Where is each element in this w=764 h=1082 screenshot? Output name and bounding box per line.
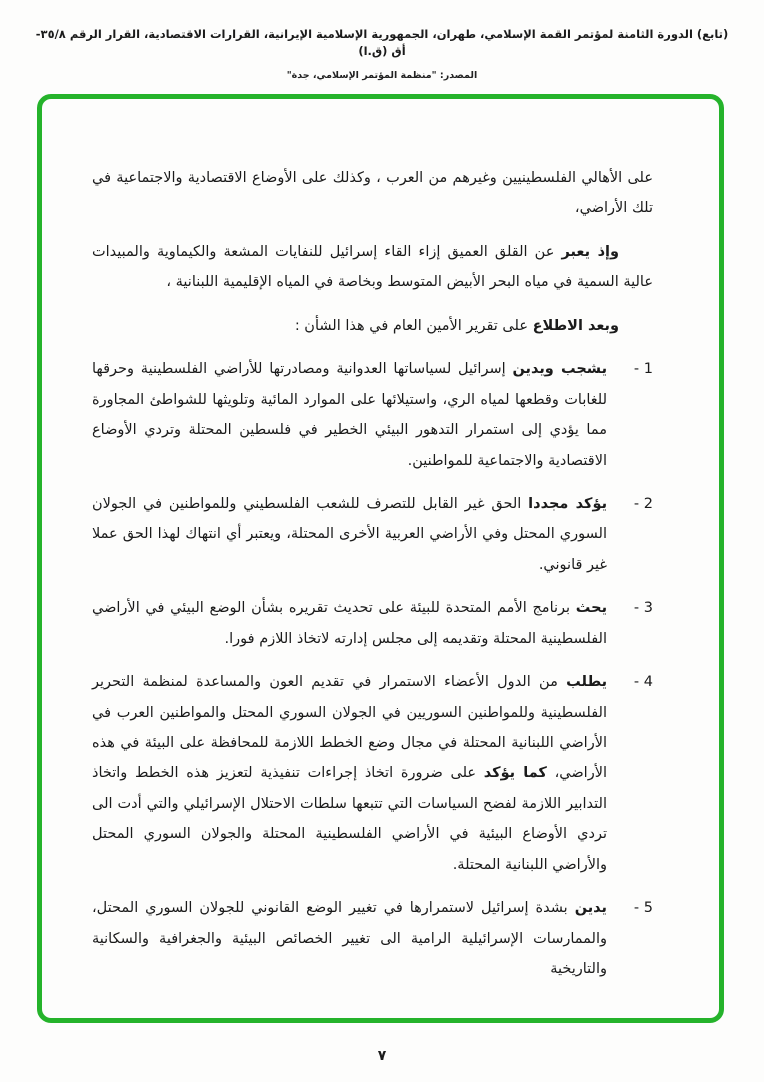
item-body-2: على ضرورة اتخاذ إجراءات تنفيذية لتعزيز هذه الخطط واتخاذ التدابير اللازمة لفضح السياسات التي تتبعها سلطات الاحتلال الإسرائيلي والتي أدت الى تردي الأوضاع البيئية في الأراضي الفلسطينية المحتلة والجولان السوري المحتل والأراضي اللبنانية المحتلة. [92,765,607,873]
item-body: إسرائيل لسياساتها العدوانية ومصادرتها للأراضي الفلسطينية وحرقها للغابات وقطعها لمياه الري، واستيلائها على الموارد المائية وتلويثها للشواطئ المجاورة مما يؤدي إلى استمرار التدهور البيئي الخطير في فلسطين المحتلة وتردي الأوضاع الاقتصادية والاجتماعية للمواطنين. [92,361,607,469]
item-text [92,354,607,476]
item-body: برنامج الأمم المتحدة للبيئة على تحديث تقريره بشأن الوضع البيئي في الأراضي الفلسطينية المحتلة وتقديمه إلى مجلس إدارته لاتخاذ اللازم فورا. [92,600,607,647]
item-body: الحق غير القابل للتصرف للشعب الفلسطيني وللمواطنين في الجولان السوري المحتل وفي الأراضي العربية الأخرى المحتلة، ويعتبر أي انتهاك لهذا الحق عملا غير قانوني. [92,495,607,573]
paragraph-having-reviewed [92,311,653,341]
item-lead: يشجب ويدين [512,361,608,378]
preamble-text: عن القلق العميق إزاء القاء إسرائيل للنفايات المشعة والكيماوية والمبيدات عالية السمية في مياه البحر الأبيض المتوسط وبخاصة في المياه الإقليمية اللبنانية ، [92,243,653,291]
item-number: 2 - [633,495,653,512]
list-item-5 [92,893,653,984]
item-lead-2: كما يؤكد [483,765,547,782]
item-text [92,593,607,654]
reviewed-text: على تقرير الأمين العام في هذا الشأن : [294,317,528,334]
item-lead: يحث [575,600,608,617]
paragraph-preamble [92,237,653,298]
header-source-line: المصدر: "منظمة المؤتمر الإسلامي، جدة" [286,69,478,81]
reviewed-lead: وبعد الاطلاع [532,317,619,334]
item-body: بشدة إسرائيل لاستمرارها في تغيير الوضع القانوني للجولان السوري المحتل، والممارسات الإسرائيلية الرامية الى تغيير الخصائص البيئية والجغرافية والسكانية والتاريخية [92,900,607,978]
header-reference-line: (تابع) الدورة الثامنة لمؤتمر القمة الإسلامي، طهران، الجمهورية الإسلامية الإيرانية، القرارات الاقتصادية، القرار الرقم ٣٥/٨-أق (ق.ا) [35,27,729,59]
item-lead: يؤكد مجددا [528,495,608,512]
item-number: 5 - [633,900,653,917]
item-text [92,489,607,580]
item-body: من الدول الأعضاء الاستمرار في تقديم العون والمساعدة لمنظمة التحرير الفلسطينية وللمواطنين السوريين في الجولان السوري المحتل والمواطنين العرب في الأراضي اللبنانية المحتلة في مجال وضع الخطط اللازمة للمحافظة على البيئة في هذه الأراضي، [92,674,608,782]
document-header [0,26,764,81]
paragraph-continuation: على الأهالي الفلسطينيين وغيرهم من العرب ، وكذلك على الأوضاع الاقتصادية والاجتماعية في تلك الأراضي، [92,170,653,217]
item-number: 1 - [633,361,653,378]
item-lead: يدين [574,900,608,917]
item-number: 3 - [633,600,653,617]
list-item-1 [92,354,653,476]
item-number: 4 - [633,674,653,691]
list-item-3 [92,593,653,654]
item-lead: يطلب [566,674,608,691]
item-text [92,667,607,880]
list-item-2 [92,489,653,580]
preamble-lead: وإذ يعبر [561,243,620,260]
content-border-box [37,94,724,1023]
item-text [92,893,607,984]
list-item-4 [92,667,653,880]
page-number: ٧ [377,1048,387,1064]
